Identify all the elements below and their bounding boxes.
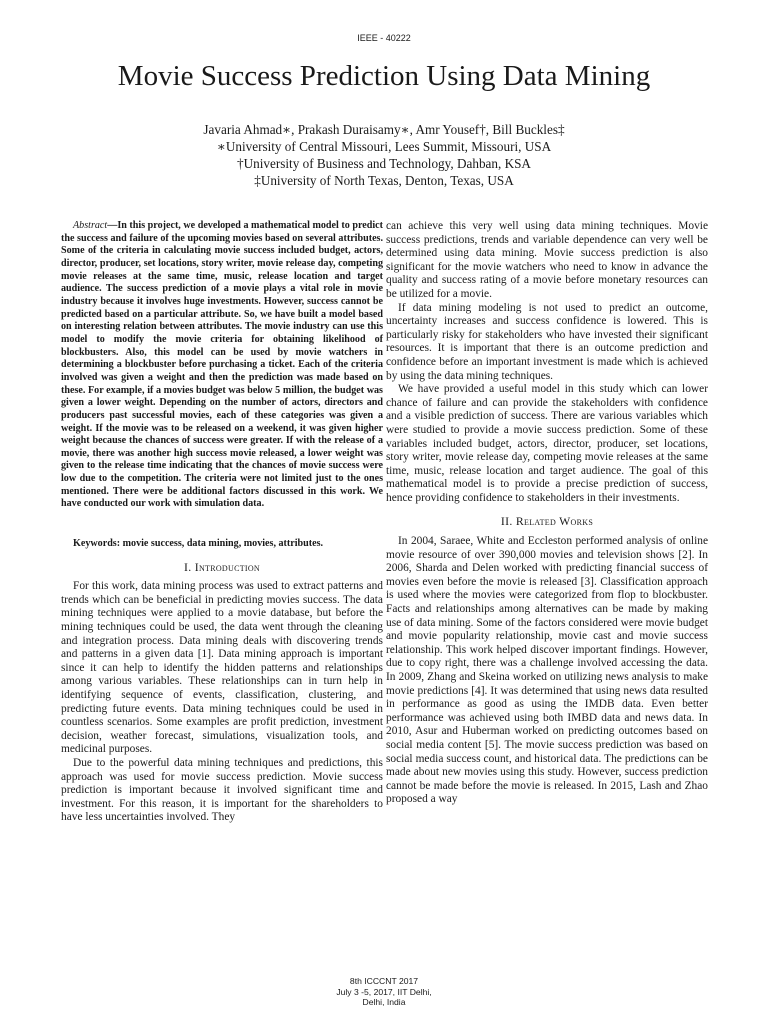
section-heading-introduction: I. Introduction — [183, 559, 261, 574]
abstract-label: Abstract — [73, 220, 108, 231]
affiliation-1: ∗University of Central Missouri, Lees Summit, Missouri, USA — [216, 139, 552, 154]
footer-line: July 3 -5, 2017, IIT Delhi, — [336, 986, 432, 997]
left-column — [61, 220, 383, 825]
abstract-text: —In this project, we developed a mathematical model to predict the success and failure of the upcoming movies based on several attributes. Some of the criteria in calculating movie success included budget, actors, director, producer, set locations, story writer, movie release day, competing movie releases at the same time, music, release location and target audience. The success prediction of a movie plays a vital role in movie industry because it involves huge investments. However, success cannot be predicted based on a particular attribute. So, we have built a model based on interesting relation between attributes. The movie industry can use this model to modify the movie criteria for obtaining likelihood of blockbusters. Also, this model can be used by movie watchers in determining a blockbuster before purchasing a ticket. Each of the criteria involved was given a weight and then the prediction was made based on these. For example, if a movies budget was below 5 million, the budget was given a lower weight. Depending on the number of actors, directors and producers past successful movies, each of these categories was given a weight. If the movie was to be released on a weekend, it was given higher weight because the chances of success were greater. If with the release of a movie, there was another high success movie released, a lower weight was given to the release time indicating that the chances of movie success were low due to the competition. The criteria were not limited just to the ones mentioned. There were be additional factors discussed in this work. We have conducted our work with simulation data. — [61, 220, 383, 510]
abstract — [61, 220, 383, 511]
keywords: Keywords: movie success, data mining, movies, attributes. — [73, 538, 324, 550]
affiliation-3: ‡University of North Texas, Denton, Texas, USA — [254, 173, 514, 188]
paragraph: Due to the powerful data mining techniques and predictions, this approach was used for movie success prediction. Movie success prediction is important because it involved significant time and investment. For this reason, it is important for the shareholders to have less uncertainties involved. They — [61, 757, 383, 824]
affiliation-2: †University of Business and Technology, Dahban, KSA — [237, 156, 531, 171]
paragraph: can achieve this very well using data mining techniques. Movie success predictions, trends and variable dependence can very well be determined using data mining. Movie success prediction is also significant for the movie watchers who need to know in advance the quality and success rating of a movie before monetary resources can be utilized for a movie. — [386, 220, 708, 300]
author-names: Javaria Ahmad∗, Prakash Duraisamy∗, Amr Yousef†, Bill Buckles‡ — [203, 122, 565, 137]
author-block — [0, 121, 768, 189]
conference-id: IEEE - 40222 — [357, 33, 411, 43]
page-footer — [0, 976, 768, 1008]
right-column — [386, 220, 708, 807]
section-heading-related-works: II. Related Works — [500, 514, 594, 529]
footer-line: 8th ICCCNT 2017 — [349, 976, 419, 986]
paper-title: Movie Success Prediction Using Data Mining — [117, 60, 651, 92]
paragraph: We have provided a useful model in this study which can lower chance of failure and can provide the stakeholders with confidence and a visible prediction of success. There are various variables which were studied to provide a movie success prediction. Some of these variables included budget, actors, director, producer, set locations, story writer, movie release day, competing movie releases at the same time, music, release location and target audience. The goal of this mathematical model is to provide a precise prediction of success, hence providing confidence to stakeholders in their investments. — [386, 383, 708, 504]
paragraph: If data mining modeling is not used to predict an outcome, uncertainty increases and success confidence is lowered. This is particularly risky for stakeholders who have invested their significant resources. It is important that there is an outcome prediction and confidence before an important investment is made which is achieved by using the data mining techniques. — [386, 301, 708, 382]
footer-line: Delhi, India — [362, 997, 406, 1008]
paragraph: In 2004, Saraee, White and Eccleston performed analysis of online movie resource of over 390,000 movies and television shows [2]. In 2006, Sharda and Delen worked with predicting financial success of movies even before the movie is released [3]. Classification approach is used where the movies were categorized from flop to blockbuster. Facts and relationships among alternatives can be made by making use of data mining. Some of the factors considered were movie budget and movie popularity relationship, movie cast and movie success relationship. This work helped discover important findings. However, due to copy right, there was a challenge involved accessing the data. In 2009, Zhang and Skeina worked on utilizing news analysis to make movie predictions [4]. It was determined that using news data resulted in performance as good as using the IMDB data. Even better performance was achieved using both IMBD data and news data. In 2010, Asur and Huberman worked on predicting outcomes based on social media content [5]. The movie success prediction was based on social media success count, and historical data. The predictions can be made about new movies using this study. However, success prediction cannot be made before the movie is released. In 2015, Lash and Zhao proposed a way — [386, 535, 708, 806]
paragraph: For this work, data mining process was used to extract patterns and trends which can be beneficial in predicting movies success. The data mining techniques were applied to a movie database, but before the mining techniques could be used, the data went through the cleaning and integration process. Data mining deals with discovering trends and patterns in a given data [1]. Data mining approach is important since it can help to identify the hidden patterns and relationships among various variables. These relationships can in turn help in identifying sequence of events, classification, clustering, and predicting future events. Data mining techniques could be used in countless scenarios. Some examples are profit prediction, investment decision, weather forecast, simulations, visualization tools, and medicinal purposes. — [61, 580, 383, 756]
